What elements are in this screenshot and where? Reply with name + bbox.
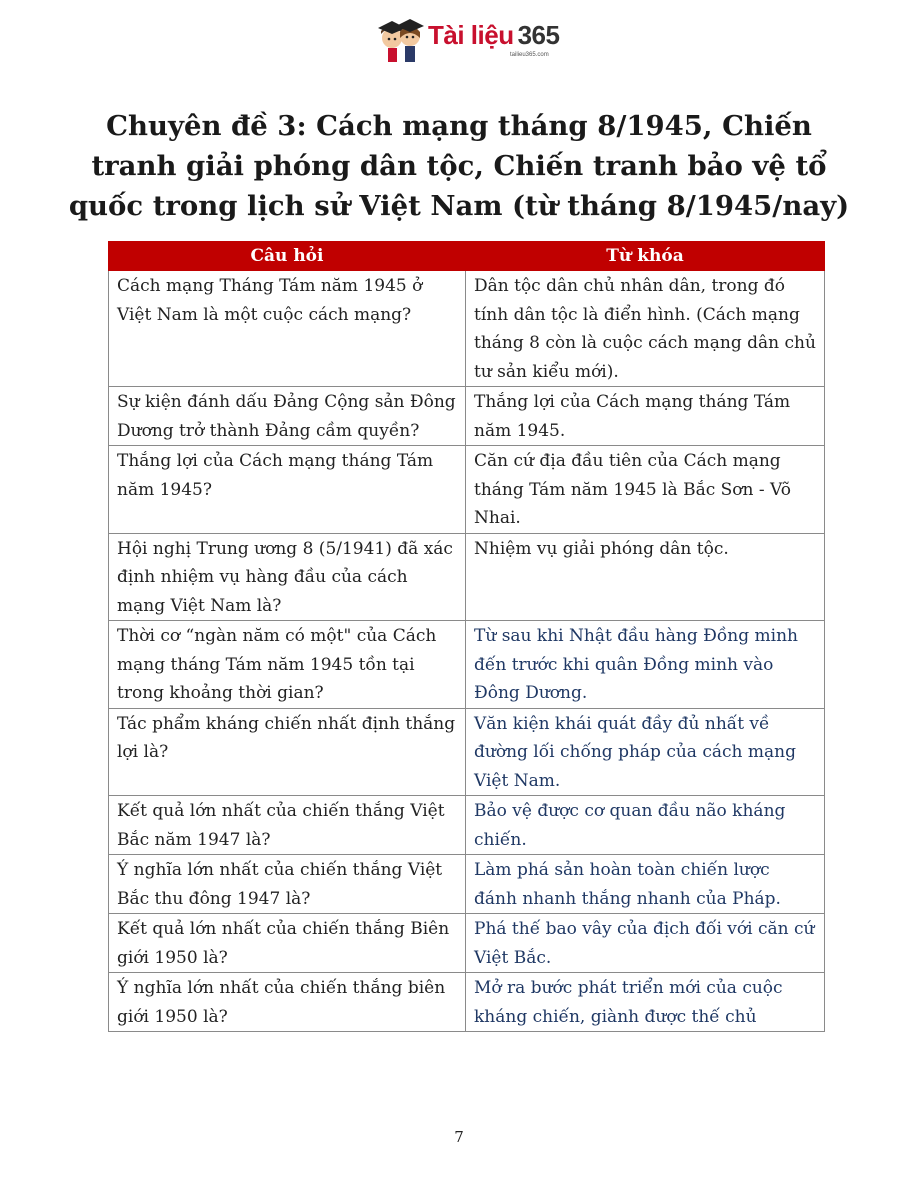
keyword-cell: Văn kiện khái quát đầy đủ nhất về đường lối chống pháp của cách mạng Việt Nam. xyxy=(466,708,825,796)
students-mascot-icon xyxy=(376,14,426,62)
table-row xyxy=(109,387,825,446)
table-row xyxy=(109,708,825,796)
question-cell: Sự kiện đánh dấu Đảng Cộng sản Đông Dương trở thành Đảng cầm quyền? xyxy=(109,387,466,446)
table-row xyxy=(109,446,825,534)
table-row xyxy=(109,973,825,1032)
brand-logo xyxy=(376,14,560,64)
page-title: Chuyên đề 3: Cách mạng tháng 8/1945, Chiến tranh giải phóng dân tộc, Chiến tranh bảo vệ tổ quốc trong lịch sử Việt Nam (từ tháng 8/1945/nay) xyxy=(68,110,850,222)
question-cell: Hội nghị Trung ương 8 (5/1941) đã xác định nhiệm vụ hàng đầu của cách mạng Việt Nam là? xyxy=(109,533,466,621)
question-cell: Cách mạng Tháng Tám năm 1945 ở Việt Nam là một cuộc cách mạng? xyxy=(109,271,466,387)
table-row xyxy=(109,271,825,387)
qa-table xyxy=(108,241,825,1032)
question-cell: Kết quả lớn nhất của chiến thắng Việt Bắc năm 1947 là? xyxy=(109,796,466,855)
column-header-keyword: Từ khóa xyxy=(466,242,825,271)
table-row xyxy=(109,533,825,621)
keyword-cell: Căn cứ địa đầu tiên của Cách mạng tháng Tám năm 1945 là Bắc Sơn - Võ Nhai. xyxy=(466,446,825,534)
keyword-cell: Bảo vệ được cơ quan đầu não kháng chiến. xyxy=(466,796,825,855)
keyword-cell: Từ sau khi Nhật đầu hàng Đồng minh đến trước khi quân Đồng minh vào Đông Dương. xyxy=(466,621,825,709)
brand-tagline: tailieu365.com xyxy=(510,52,549,58)
question-cell: Ý nghĩa lớn nhất của chiến thắng Việt Bắc thu đông 1947 là? xyxy=(109,855,466,914)
brand-name xyxy=(428,20,559,51)
question-cell: Thắng lợi của Cách mạng tháng Tám năm 1945? xyxy=(109,446,466,534)
question-cell: Ý nghĩa lớn nhất của chiến thắng biên giới 1950 là? xyxy=(109,973,466,1032)
keyword-cell: Làm phá sản hoàn toàn chiến lược đánh nhanh thắng nhanh của Pháp. xyxy=(466,855,825,914)
keyword-cell: Nhiệm vụ giải phóng dân tộc. xyxy=(466,533,825,621)
question-cell: Kết quả lớn nhất của chiến thắng Biên giới 1950 là? xyxy=(109,914,466,973)
brand-number: 365 xyxy=(517,20,560,50)
keyword-cell: Dân tộc dân chủ nhân dân, trong đó tính dân tộc là điển hình. (Cách mạng tháng 8 còn là cuộc cách mạng dân chủ tư sản kiểu mới). xyxy=(466,271,825,387)
question-cell: Tác phẩm kháng chiến nhất định thắng lợi là? xyxy=(109,708,466,796)
page-number: 7 xyxy=(454,1128,464,1146)
table-row xyxy=(109,621,825,709)
keyword-cell: Phá thế bao vây của địch đối với căn cứ Việt Bắc. xyxy=(466,914,825,973)
table-row xyxy=(109,796,825,855)
keyword-cell: Thắng lợi của Cách mạng tháng Tám năm 1945. xyxy=(466,387,825,446)
keyword-cell: Mở ra bước phát triển mới của cuộc kháng chiến, giành được thế chủ xyxy=(466,973,825,1032)
column-header-question: Câu hỏi xyxy=(109,242,466,271)
table-header-row xyxy=(109,242,825,271)
brand-word: Tài liệu xyxy=(428,20,514,50)
table-row xyxy=(109,855,825,914)
table-row xyxy=(109,914,825,973)
question-cell: Thời cơ “ngàn năm có một" của Cách mạng tháng Tám năm 1945 tồn tại trong khoảng thời gian? xyxy=(109,621,466,709)
